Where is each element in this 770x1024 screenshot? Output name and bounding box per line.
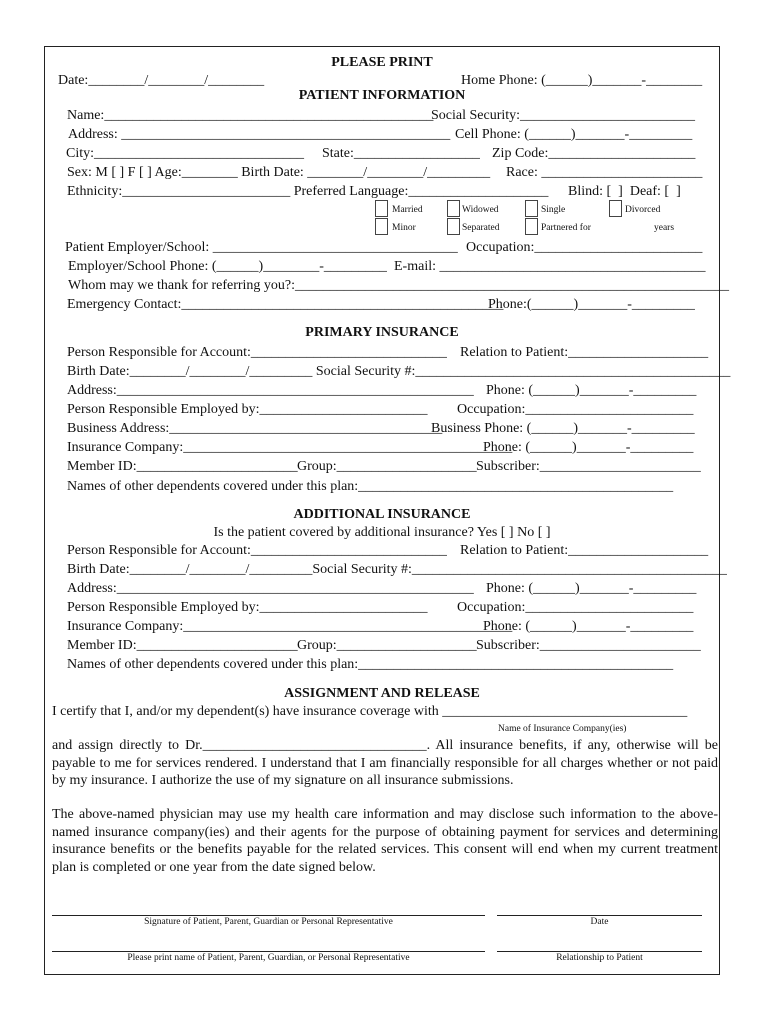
signature-line[interactable] xyxy=(52,915,485,916)
primary-dependents-field[interactable]: Names of other dependents covered under this plan:_____________________________________________ xyxy=(67,479,674,494)
primary-address-field[interactable]: Address:___________________________________________________ xyxy=(67,383,474,398)
separated-checkbox[interactable] xyxy=(447,218,460,235)
emergency-phone-field[interactable]: Phone:(______)_______-_________ xyxy=(488,297,695,312)
primary-insurance-phone-field[interactable]: Phone: (______)_______-_________ xyxy=(483,440,694,455)
primary-person-responsible-field[interactable]: Person Responsible for Account:____________________________ xyxy=(67,345,447,360)
widowed-label: Widowed xyxy=(462,205,499,215)
social-security-field[interactable]: Social Security:_________________________ xyxy=(431,108,696,123)
patient-information-heading: PATIENT INFORMATION xyxy=(298,88,466,103)
additional-insurance-question[interactable]: Is the patient covered by additional insurance? Yes [ ] No [ ] xyxy=(213,525,551,540)
insurance-coverage-field[interactable]: I certify that I, and/or my dependent(s) have insurance coverage with ___________________________________ xyxy=(52,704,688,719)
email-field[interactable]: E-mail: ______________________________________ xyxy=(394,259,706,274)
minor-checkbox[interactable] xyxy=(375,218,388,235)
additional-dependents-field[interactable]: Names of other dependents covered under this plan:_____________________________________________ xyxy=(67,657,674,672)
ethnicity-language-field[interactable]: Ethnicity:________________________ Preferred Language:____________________ xyxy=(67,184,549,199)
date-caption: Date xyxy=(590,917,609,927)
employer-phone-field[interactable]: Employer/School Phone: (______)________-_________ xyxy=(68,259,387,274)
additional-employed-by-field[interactable]: Person Responsible Employed by:________________________ xyxy=(67,600,428,615)
primary-address-phone-field[interactable]: Phone: (______)_______-_________ xyxy=(486,383,697,398)
additional-member-id-field[interactable]: Member ID:_______________________ xyxy=(67,638,298,653)
additional-address-phone-field[interactable]: Phone: (______)_______-_________ xyxy=(486,581,697,596)
additional-address-field[interactable]: Address:___________________________________________________ xyxy=(67,581,474,596)
sex-age-birthdate-field[interactable]: Sex: M [ ] F [ ] Age:________ Birth Date: ________/________/_________ xyxy=(67,165,491,180)
address-field[interactable]: Address: _______________________________________________ xyxy=(68,127,451,142)
widowed-checkbox[interactable] xyxy=(447,200,460,217)
married-checkbox[interactable] xyxy=(375,200,388,217)
please-print-heading: PLEASE PRINT xyxy=(331,55,433,70)
single-label: Single xyxy=(541,205,566,215)
printed-name-line[interactable] xyxy=(52,951,485,952)
city-field[interactable]: City:______________________________ xyxy=(66,146,305,161)
referral-field[interactable]: Whom may we thank for referring you?:______________________________________________________________ xyxy=(68,278,730,293)
partnered-label: Partnered for xyxy=(541,223,591,233)
blind-deaf-checkboxes[interactable]: Blind: [ ] Deaf: [ ] xyxy=(568,184,681,199)
insurance-company-caption: Name of Insurance Company(ies) xyxy=(498,724,627,734)
separated-label: Separated xyxy=(462,223,500,233)
emergency-contact-field[interactable]: Emergency Contact:______________________________________________ xyxy=(67,297,504,312)
married-label: Married xyxy=(392,205,423,215)
signature-caption: Signature of Patient, Parent, Guardian or Personal Representative xyxy=(144,917,393,927)
occupation-field[interactable]: Occupation:________________________ xyxy=(466,240,703,255)
primary-relation-field[interactable]: Relation to Patient:____________________ xyxy=(460,345,709,360)
consent-paragraph: The above-named physician may use my health care information and may disclose such information to the above-named insurance company(ies) and their agents for the purpose of obtaining payment for services and determining insurance benefits or the benefits payable for the related services. This consent will end when my current treatment plan is completed or one year from the date signed below. xyxy=(52,807,718,875)
cell-phone-field[interactable]: Cell Phone: (______)_______-_________ xyxy=(455,127,693,142)
divorced-label: Divorced xyxy=(625,205,661,215)
additional-subscriber-field[interactable]: Subscriber:_______________________ xyxy=(476,638,701,653)
state-field[interactable]: State:__________________ xyxy=(322,146,480,161)
employer-school-field[interactable]: Patient Employer/School: ___________________________________ xyxy=(65,240,458,255)
primary-member-id-field[interactable]: Member ID:_______________________ xyxy=(67,459,298,474)
zip-code-field[interactable]: Zip Code:_____________________ xyxy=(492,146,696,161)
additional-relation-field[interactable]: Relation to Patient:____________________ xyxy=(460,543,709,558)
additional-insurance-heading: ADDITIONAL INSURANCE xyxy=(293,507,471,522)
primary-employed-by-field[interactable]: Person Responsible Employed by:________________________ xyxy=(67,402,428,417)
divorced-checkbox[interactable] xyxy=(609,200,622,217)
home-phone-field[interactable]: Home Phone: (______)_______-________ xyxy=(461,73,703,88)
assignment-release-heading: ASSIGNMENT AND RELEASE xyxy=(284,686,480,701)
primary-group-field[interactable]: Group:____________________ xyxy=(297,459,477,474)
additional-person-responsible-field[interactable]: Person Responsible for Account:____________________________ xyxy=(67,543,447,558)
date-signed-line[interactable] xyxy=(497,915,702,916)
primary-birth-ss-field[interactable]: Birth Date:________/________/_________ Social Security #:_____________________________________________ xyxy=(67,364,731,379)
assignment-paragraph: and assign directly to Dr.________________________________. All insurance benefits, if any, otherwise will be payable to me for services rendered. I understand that I am financially responsible for all charges whether or not paid by my insurance. I authorize the use of my signature on all insurance submissions. xyxy=(52,738,718,789)
date-field[interactable]: Date:________/________/________ xyxy=(58,73,265,88)
relationship-caption: Relationship to Patient xyxy=(556,953,643,963)
partnered-checkbox[interactable] xyxy=(525,218,538,235)
minor-label: Minor xyxy=(392,223,416,233)
race-field[interactable]: Race: _______________________ xyxy=(506,165,703,180)
primary-business-phone-field[interactable]: Business Phone: (______)_______-_________ xyxy=(431,421,695,436)
primary-business-address-field[interactable]: Business Address:_______________________________________ xyxy=(67,421,443,436)
primary-insurance-heading: PRIMARY INSURANCE xyxy=(305,325,459,340)
additional-insurance-company-field[interactable]: Insurance Company:_______________________________________________ xyxy=(67,619,513,634)
primary-occupation-field[interactable]: Occupation:________________________ xyxy=(457,402,694,417)
additional-group-field[interactable]: Group:____________________ xyxy=(297,638,477,653)
primary-insurance-company-field[interactable]: Insurance Company:_______________________________________________ xyxy=(67,440,513,455)
years-label: years xyxy=(654,223,675,233)
printed-name-caption: Please print name of Patient, Parent, Guardian, or Personal Representative xyxy=(127,953,410,963)
single-checkbox[interactable] xyxy=(525,200,538,217)
additional-occupation-field[interactable]: Occupation:________________________ xyxy=(457,600,694,615)
additional-birth-ss-field[interactable]: Birth Date:________/________/_________Social Security #:_____________________________________________ xyxy=(67,562,727,577)
additional-insurance-phone-field[interactable]: Phone: (______)_______-_________ xyxy=(483,619,694,634)
primary-subscriber-field[interactable]: Subscriber:_______________________ xyxy=(476,459,701,474)
relationship-line[interactable] xyxy=(497,951,702,952)
patient-name-field[interactable]: Name:_______________________________________________ xyxy=(67,108,434,123)
